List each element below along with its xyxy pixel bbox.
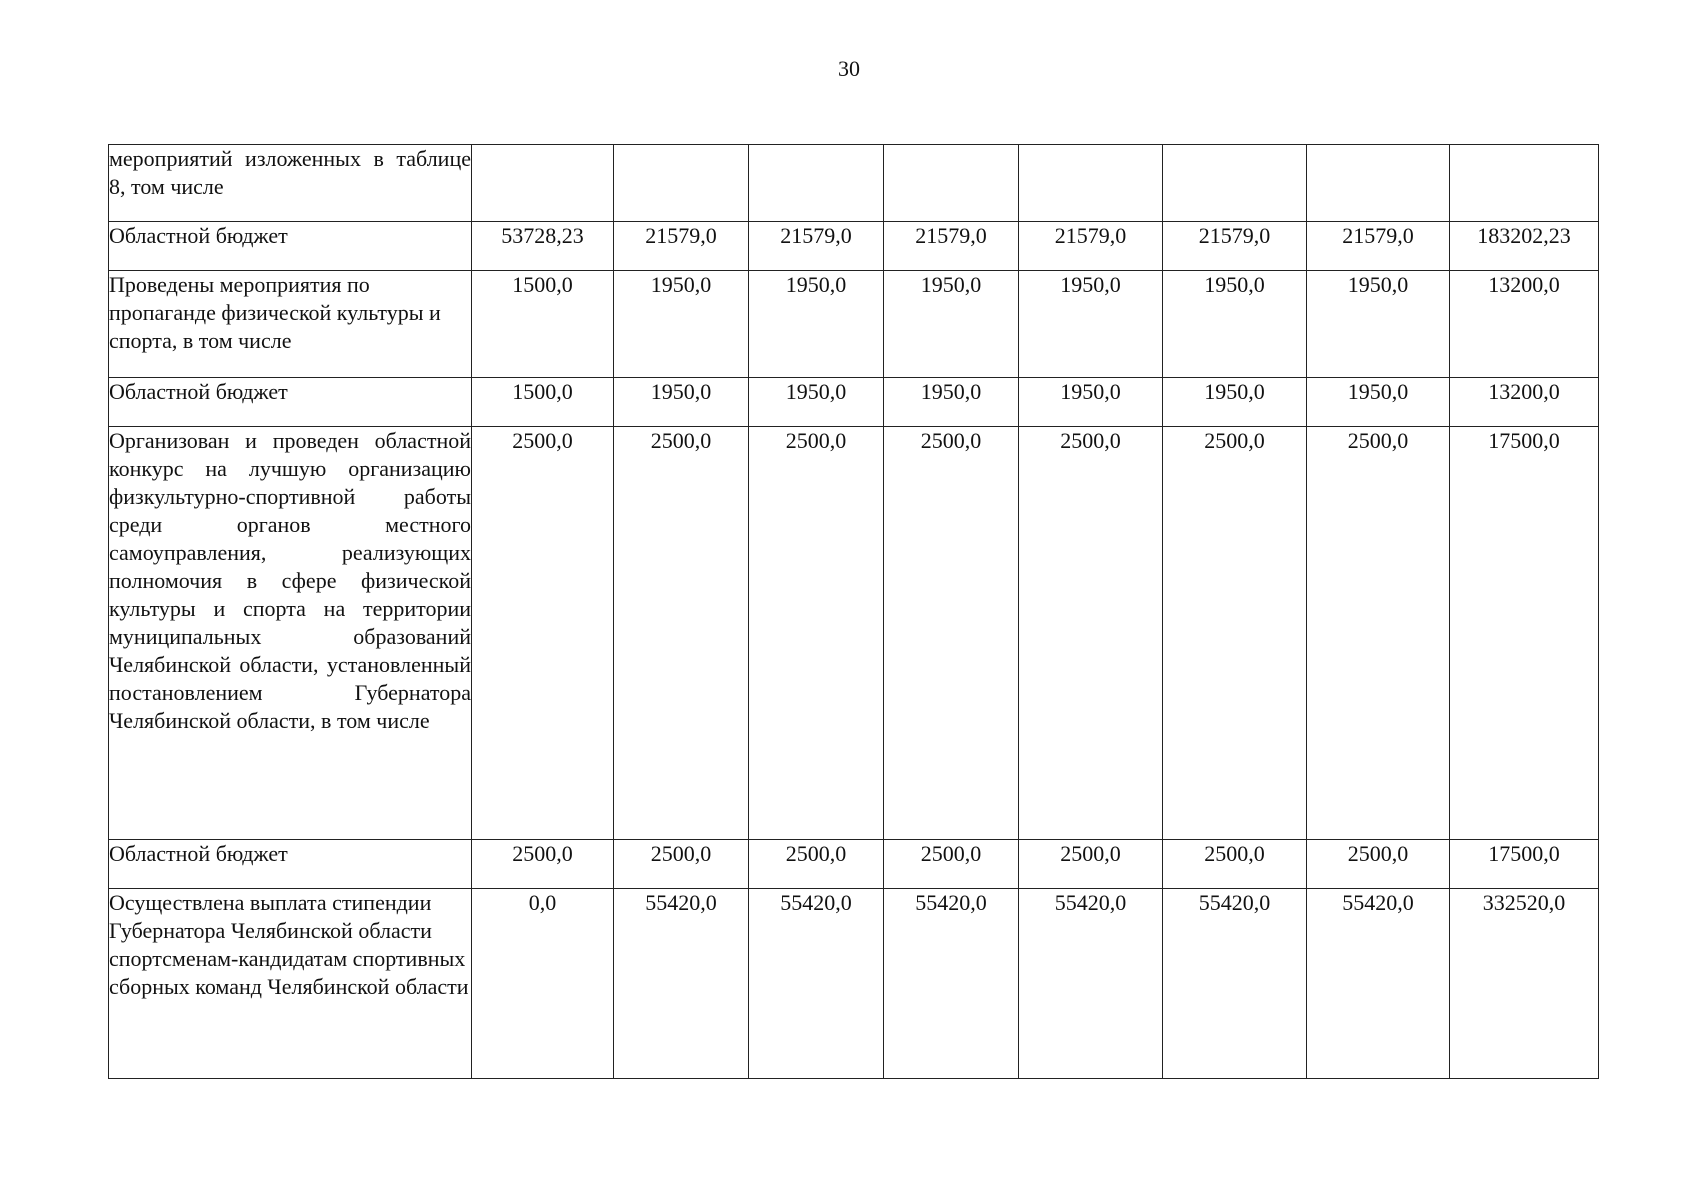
value-cell — [884, 145, 1019, 222]
value-cell: 2500,0 — [1019, 840, 1163, 889]
row-description: Осуществлена выплата стипендии Губернатора Челябинской области спортсменам-кандидатам спортивных сборных команд Челябинской области — [109, 889, 472, 1079]
total-cell: 17500,0 — [1450, 427, 1599, 840]
value-cell: 55420,0 — [884, 889, 1019, 1079]
table-row — [109, 427, 1599, 840]
value-cell: 1950,0 — [614, 378, 749, 427]
value-cell: 21579,0 — [884, 222, 1019, 271]
total-cell: 13200,0 — [1450, 378, 1599, 427]
value-cell: 2500,0 — [1307, 840, 1450, 889]
value-cell: 1950,0 — [1163, 271, 1307, 378]
table-row — [109, 840, 1599, 889]
table-row — [109, 889, 1599, 1079]
total-cell: 17500,0 — [1450, 840, 1599, 889]
value-cell: 21579,0 — [749, 222, 884, 271]
value-cell: 2500,0 — [884, 427, 1019, 840]
value-cell: 2500,0 — [1163, 427, 1307, 840]
value-cell: 2500,0 — [884, 840, 1019, 889]
row-description: Областной бюджет — [109, 222, 472, 271]
row-description: Областной бюджет — [109, 840, 472, 889]
value-cell: 1950,0 — [1307, 378, 1450, 427]
total-cell: 13200,0 — [1450, 271, 1599, 378]
value-cell: 21579,0 — [1163, 222, 1307, 271]
value-cell: 21579,0 — [1307, 222, 1450, 271]
total-cell: 332520,0 — [1450, 889, 1599, 1079]
total-cell: 183202,23 — [1450, 222, 1599, 271]
row-description: Проведены мероприятия по пропаганде физической культуры и спорта, в том числе — [109, 271, 472, 378]
value-cell: 55420,0 — [1019, 889, 1163, 1079]
value-cell: 1950,0 — [749, 271, 884, 378]
value-cell — [614, 145, 749, 222]
value-cell: 1950,0 — [1307, 271, 1450, 378]
value-cell — [1163, 145, 1307, 222]
value-cell: 1950,0 — [614, 271, 749, 378]
value-cell: 1950,0 — [1019, 271, 1163, 378]
value-cell — [749, 145, 884, 222]
value-cell — [1307, 145, 1450, 222]
value-cell: 55420,0 — [1163, 889, 1307, 1079]
value-cell: 1950,0 — [1019, 378, 1163, 427]
value-cell: 53728,23 — [472, 222, 614, 271]
value-cell: 1950,0 — [749, 378, 884, 427]
value-cell: 1950,0 — [1163, 378, 1307, 427]
value-cell: 55420,0 — [1307, 889, 1450, 1079]
value-cell: 2500,0 — [614, 840, 749, 889]
value-cell: 2500,0 — [472, 840, 614, 889]
value-cell — [472, 145, 614, 222]
value-cell: 21579,0 — [1019, 222, 1163, 271]
row-description: Областной бюджет — [109, 378, 472, 427]
value-cell: 2500,0 — [749, 427, 884, 840]
value-cell: 2500,0 — [749, 840, 884, 889]
value-cell: 21579,0 — [614, 222, 749, 271]
table-row — [109, 222, 1599, 271]
budget-table — [108, 144, 1599, 1079]
value-cell: 2500,0 — [1019, 427, 1163, 840]
value-cell: 1500,0 — [472, 271, 614, 378]
value-cell: 2500,0 — [1163, 840, 1307, 889]
table-row — [109, 378, 1599, 427]
value-cell: 0,0 — [472, 889, 614, 1079]
value-cell: 2500,0 — [472, 427, 614, 840]
value-cell: 2500,0 — [614, 427, 749, 840]
row-description: Организован и проведен областной конкурс на лучшую организацию физкультурно-спортивной работы среди органов местного самоуправления, реализующих полномочия в сфере физической культуры и спорта на территории муниципальных образований Челябинской области, установленный постановлением Губернатора Челябинской области, в том числе — [109, 427, 472, 840]
row-description: мероприятий изложенных в таблице 8, том числе — [109, 145, 472, 222]
value-cell: 1950,0 — [884, 378, 1019, 427]
value-cell: 1950,0 — [884, 271, 1019, 378]
value-cell: 1500,0 — [472, 378, 614, 427]
table-row — [109, 271, 1599, 378]
value-cell — [1019, 145, 1163, 222]
value-cell: 55420,0 — [614, 889, 749, 1079]
table-row — [109, 145, 1599, 222]
value-cell: 55420,0 — [749, 889, 884, 1079]
total-cell — [1450, 145, 1599, 222]
page-number: 30 — [838, 56, 860, 81]
value-cell: 2500,0 — [1307, 427, 1450, 840]
